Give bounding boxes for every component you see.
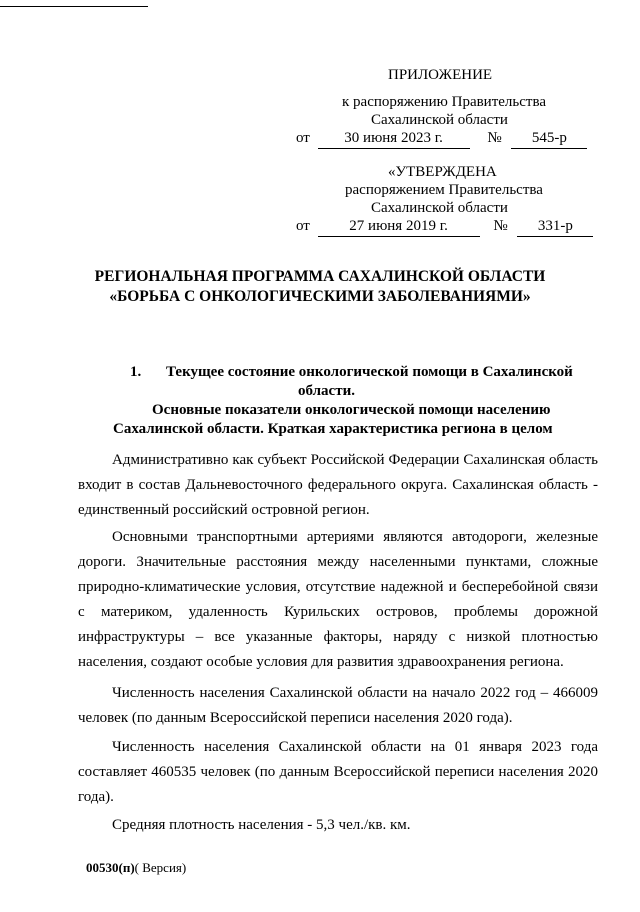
- paragraph-administrative: Административно как субъект Российской Федерации Сахалинская область входит в состав Дальневосточного федерального округа. Сахалинская область - единственный российский островной регион.: [78, 452, 598, 518]
- appendix-date: 30 июня 2023 г.: [318, 129, 470, 149]
- paragraph-population-2023: Численность населения Сахалинской области на 01 января 2023 года составляет 460535 человек (по данным Всероссийской переписи населения 2020 года).: [78, 739, 598, 805]
- approved-date: 27 июня 2019 г.: [318, 217, 480, 237]
- appendix-line2: Сахалинской области: [371, 112, 508, 128]
- paragraph-transport: Основными транспортными артериями являются автодороги, железные дороги. Значительные расстояния между населенными пунктами, сложные природно-климатические условия, отсутствие надежной и бесперебойной связи с материком, удаленность Курильских островов, проблемы дорожной инфраструктуры – все указанные факторы, наряду с низкой плотностью населения, создают особые условия для развития здравоохранения региона.: [78, 529, 598, 670]
- appendix-line1: к распоряжению Правительства: [342, 94, 547, 110]
- section-heading-line2: области.: [298, 383, 355, 399]
- appendix-date-row: [296, 129, 587, 149]
- appendix-number-sign: №: [487, 130, 502, 146]
- program-title-line1: РЕГИОНАЛЬНАЯ ПРОГРАММА САХАЛИНСКОЙ ОБЛАСТИ: [94, 268, 546, 285]
- approved-title: «УТВЕРЖДЕНА: [388, 164, 497, 180]
- appendix-from-label: от: [296, 130, 310, 146]
- approved-line2: Сахалинской области: [371, 200, 508, 216]
- appendix-title: ПРИЛОЖЕНИЕ: [388, 67, 493, 83]
- paragraph-density: Средняя плотность населения - 5,3 чел./кв. км.: [112, 817, 411, 833]
- approved-line1: распоряжением Правительства: [345, 182, 543, 198]
- top-rule: [0, 6, 148, 7]
- program-title-line2: «БОРЬБА С ОНКОЛОГИЧЕСКИМИ ЗАБОЛЕВАНИЯМИ»: [109, 288, 531, 305]
- section-heading-line1: Текущее состояние онкологической помощи в Сахалинской: [166, 364, 573, 380]
- section-heading-line3: Основные показатели онкологической помощи населению: [152, 402, 551, 418]
- version-label: ( Версия): [134, 860, 187, 875]
- footer-code: [86, 860, 186, 876]
- approved-number: 331-р: [517, 217, 593, 237]
- section-heading-line4: Сахалинской области. Краткая характеристика региона в целом: [113, 421, 553, 437]
- approved-number-sign: №: [493, 218, 508, 234]
- paragraph-population-2022: Численность населения Сахалинской области на начало 2022 год – 466009 человек (по данным Всероссийской переписи населения 2020 года).: [78, 685, 598, 726]
- approved-date-row: [296, 217, 593, 237]
- section-number: 1.: [130, 364, 142, 380]
- appendix-number: 545-р: [511, 129, 587, 149]
- document-code: 00530(п): [86, 860, 135, 875]
- approved-from-label: от: [296, 218, 310, 234]
